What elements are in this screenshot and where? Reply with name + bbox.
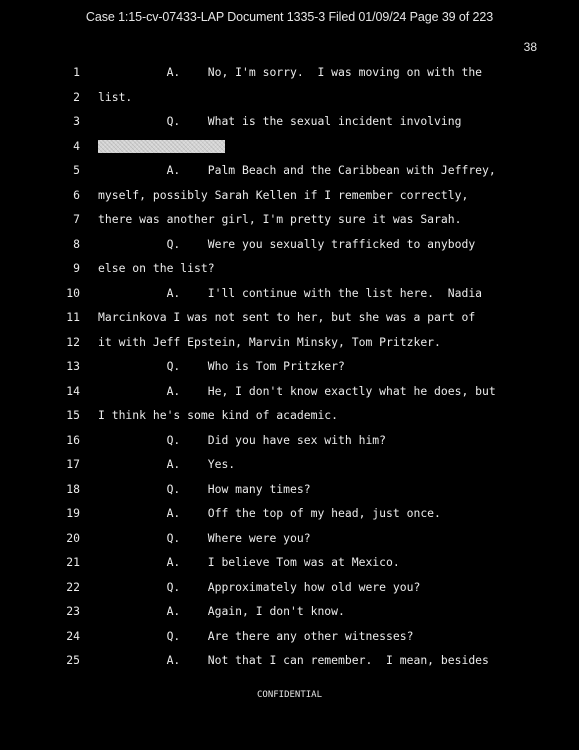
line-number: 12 — [66, 334, 80, 349]
transcript-line — [0, 580, 579, 600]
line-text: Q. Where were you? — [98, 530, 311, 545]
line-text: A. He, I don't know exactly what he does, but — [98, 383, 496, 398]
line-number: 23 — [66, 604, 80, 618]
line-number: 1 — [73, 65, 80, 79]
line-number: 11 — [66, 310, 80, 324]
transcript-line — [0, 286, 579, 306]
transcript-line — [0, 531, 579, 551]
transcript-line — [0, 163, 579, 183]
case-header: Case 1:15-cv-07433-LAP Document 1335-3 Filed 01/09/24 Page 39 of 223 — [85, 10, 494, 24]
line-number: 4 — [73, 138, 80, 153]
line-number: 9 — [73, 261, 80, 275]
line-number: 18 — [66, 481, 80, 496]
line-text: there was another girl, I'm pretty sure it was Sarah. — [98, 212, 462, 226]
transcript-line — [0, 653, 579, 673]
line-text: Q. Were you sexually trafficked to anybody — [98, 236, 476, 251]
line-number: 2 — [73, 89, 80, 104]
line-text: else on the list? — [98, 261, 215, 275]
line-text: it with Jeff Epstein, Marvin Minsky, Tom Pritzker. — [98, 334, 441, 349]
transcript-line — [0, 506, 579, 526]
line-number: 20 — [66, 530, 80, 545]
transcript-line — [0, 408, 579, 428]
line-text: myself, possibly Sarah Kellen if I remember correctly, — [98, 187, 469, 202]
line-number: 3 — [73, 114, 80, 128]
line-number: 14 — [66, 383, 80, 398]
line-text: A. I believe Tom was at Mexico. — [98, 555, 400, 569]
redaction-block — [98, 140, 225, 153]
transcript-line — [0, 384, 579, 404]
transcript-line — [0, 629, 579, 649]
line-text: Q. Did you have sex with him? — [98, 432, 387, 447]
transcript-line — [0, 457, 579, 477]
line-number: 17 — [66, 457, 80, 471]
line-text: A. I'll continue with the list here. Nadia — [98, 285, 483, 300]
transcript-line — [0, 335, 579, 355]
transcript-line — [0, 604, 579, 624]
line-text: Q. Who is Tom Pritzker? — [98, 359, 345, 373]
line-number: 10 — [66, 285, 80, 300]
line-number: 25 — [66, 653, 80, 667]
transcript-line — [0, 359, 579, 379]
transcript-line — [0, 139, 579, 159]
line-number: 7 — [73, 212, 80, 226]
confidential-footer: CONFIDENTIAL — [256, 690, 323, 700]
line-number: 15 — [66, 408, 80, 422]
transcript-line — [0, 65, 579, 85]
line-text: Q. What is the sexual incident involving — [98, 114, 462, 128]
line-text: Q. Approximately how old were you? — [98, 579, 421, 594]
line-text: list. — [98, 89, 133, 104]
line-text: Q. Are there any other witnesses? — [98, 628, 414, 643]
line-number: 19 — [66, 506, 80, 520]
transcript-line — [0, 212, 579, 232]
redacted-line — [98, 139, 225, 153]
line-number: 6 — [73, 187, 80, 202]
line-number: 22 — [66, 579, 80, 594]
line-number: 21 — [66, 555, 80, 569]
line-text: A. Off the top of my head, just once. — [98, 506, 441, 520]
transcript-line — [0, 188, 579, 208]
page-number: 38 — [523, 40, 537, 54]
line-number: 16 — [66, 432, 80, 447]
line-text: A. Not that I can remember. I mean, besides — [98, 653, 489, 667]
line-text: A. Again, I don't know. — [98, 604, 345, 618]
line-number: 24 — [66, 628, 80, 643]
transcript-line — [0, 261, 579, 281]
line-text: Q. How many times? — [98, 481, 311, 496]
transcript-line — [0, 90, 579, 110]
line-number: 5 — [73, 163, 80, 177]
line-text: A. No, I'm sorry. I was moving on with the — [98, 65, 483, 79]
transcript-line — [0, 555, 579, 575]
line-text: A. Palm Beach and the Caribbean with Jeffrey, — [98, 163, 496, 177]
line-text: I think he's some kind of academic. — [98, 408, 339, 422]
line-number: 13 — [66, 359, 80, 373]
line-number: 8 — [73, 236, 80, 251]
line-text: Marcinkova I was not sent to her, but she was a part of — [98, 310, 476, 324]
transcript-line — [0, 433, 579, 453]
transcript-line — [0, 482, 579, 502]
transcript-line — [0, 237, 579, 257]
transcript-line — [0, 310, 579, 330]
transcript-line — [0, 114, 579, 134]
line-text: A. Yes. — [98, 457, 236, 471]
